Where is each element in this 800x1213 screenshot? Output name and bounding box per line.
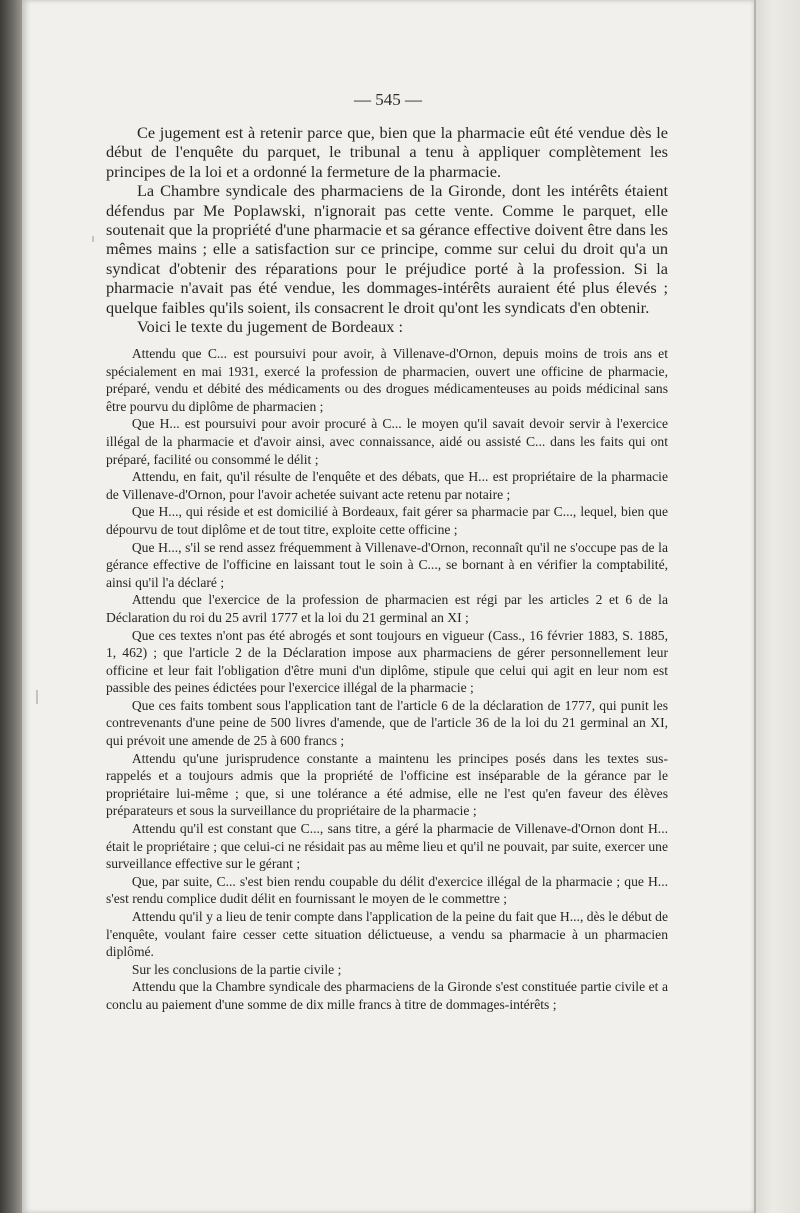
judgment-text [106,345,668,1014]
intro-paragraph: La Chambre syndicale des pharmaciens de la Gironde, dont les intérêts étaient défendus par Me Poplawski, n'ignorait pas cette vente. Comme le parquet, elle soutenait que la propriété d'une pharmacie et sa gérance effective doivent être dans les mêmes mains ; elle a satisfaction sur ce principe, comme sur celui du droit qu'a un syndicat d'obtenir des réparations pour le préjudice porté à la profession. Si la pharmacie n'avait pas été vendue, les dommages-intérêts auraient été plus élevés ; quelque faibles qu'ils soient, ils consacrent le droit qu'ont les syndicats d'en obtenir. [106,181,668,317]
judgment-paragraph: Que H... est poursuivi pour avoir procuré à C... le moyen qu'il savait devoir servir à l'exercice illégal de la pharmacie et d'avoir ainsi, avec connaissance, aidé ou assisté C... dans les faits qui ont préparé, facilité ou consommé le délit ; [106,416,668,467]
judgment-paragraph: Sur les conclusions de la partie civile ; [131,961,342,977]
judgment-paragraph: Attendu que C... est poursuivi pour avoir, à Villenave-d'Ornon, depuis moins de trois ans et spécialement en mai 1931, exercé la profession de pharmacien, ouvert une officine de pharmacie, préparé, vendu et débité des médicaments ou des drogues médicamenteuses au poids médicinal sans être pourvu du diplôme de pharmacien ; [106,346,668,414]
judgment-paragraph: Attendu que la Chambre syndicale des pharmaciens de la Gironde s'est constituée partie civile et a conclu au paiement d'une somme de dix mille francs à titre de dommages-intérêts ; [106,979,668,1012]
intro-section [106,123,668,336]
judgment-paragraph: Attendu, en fait, qu'il résulte de l'enquête et des débats, que H... est propriétaire de la pharmacie de Villenave-d'Ornon, pour l'avoir achetée suivant acte retenu par notaire ; [106,469,668,502]
judgment-paragraph: Que H..., qui réside et est domicilié à Bordeaux, fait gérer sa pharmacie par C..., lequel, bien que dépourvu de tout diplôme et de tout titre, exploite cette officine ; [106,504,668,537]
intro-paragraph: Voici le texte du jugement de Bordeaux : [136,317,403,337]
scan-mark [36,690,38,704]
judgment-paragraph: Que ces textes n'ont pas été abrogés et sont toujours en vigueur (Cass., 16 février 1883, S. 1885, 1, 462) ; que l'article 2 de la Déclaration impose aux pharmaciens de gérer personnellement leur officine et leur fait l'obligation d'être muni d'un diplôme, stipule que celui qui agit en leur nom est passible des peines édictées pour l'exercice illégal de la pharmacie ; [106,627,668,696]
book-binding-edge [0,0,22,1213]
judgment-paragraph: Que ces faits tombent sous l'application tant de l'article 6 de la déclaration de 1777, qui punit les contrevenants d'une peine de 500 livres d'amende, que de l'article 36 de la loi du 21 germinal an XI, qui prévoit une amende de 25 à 600 francs ; [106,697,668,749]
page-stack-edge [754,0,800,1213]
page-number: — 545 — [354,90,422,109]
judgment-paragraph: Attendu que l'exercice de la profession de pharmacien est régi par les articles 2 et 6 de la Déclaration du roi du 25 avril 1777 et la loi du 21 germinal an XI ; [106,592,668,625]
judgment-paragraph: Que H..., s'il se rend assez fréquemment à Villenave-d'Ornon, reconnaît qu'il ne s'occupe pas de la gérance effective de l'officine en laissant tout le soin à C..., se bornant à en vérifier la comptabilité, ainsi qu'il l'a déclaré ; [106,539,668,590]
judgment-paragraph: Attendu qu'il est constant que C..., sans titre, a géré la pharmacie de Villenave-d'Ornon dont H... était le propriétaire ; que celui-ci ne résidait pas au même lieu et qu'il ne pouvait, par suite, exercer une surveillance effective sur le gérant ; [106,821,668,872]
judgment-paragraph: Que, par suite, C... s'est bien rendu coupable du délit d'exercice illégal de la pharmacie ; que H... s'est rendu complice dudit délit en fournissant le moyen de le commettre ; [106,873,668,907]
scan-mark [92,236,94,242]
document-page [22,0,754,1213]
judgment-paragraph: Attendu qu'il y a lieu de tenir compte dans l'application de la peine du fait que H..., dès le début de l'enquête, voulant faire cesser cette situation délictueuse, a vendu sa pharmacie à un pharmacien diplômé. [106,909,668,960]
judgment-paragraph: Attendu qu'une jurisprudence constante a maintenu les principes posés dans les textes sus-rappelés et a toujours admis que la propriété de l'officine est inséparable de la gérance par le propriétaire lui-même ; que, si une tolérance a été admise, elle ne l'est qu'en faveur des élèves préparateurs et sous la surveillance du propriétaire de la pharmacie ; [106,750,668,819]
intro-paragraph: Ce jugement est à retenir parce que, bien que la pharmacie eût été vendue dès le début de l'enquête du parquet, le tribunal a tenu à appliquer complètement les principes de la loi et a ordonné la fermeture de la pharmacie. [106,123,668,181]
